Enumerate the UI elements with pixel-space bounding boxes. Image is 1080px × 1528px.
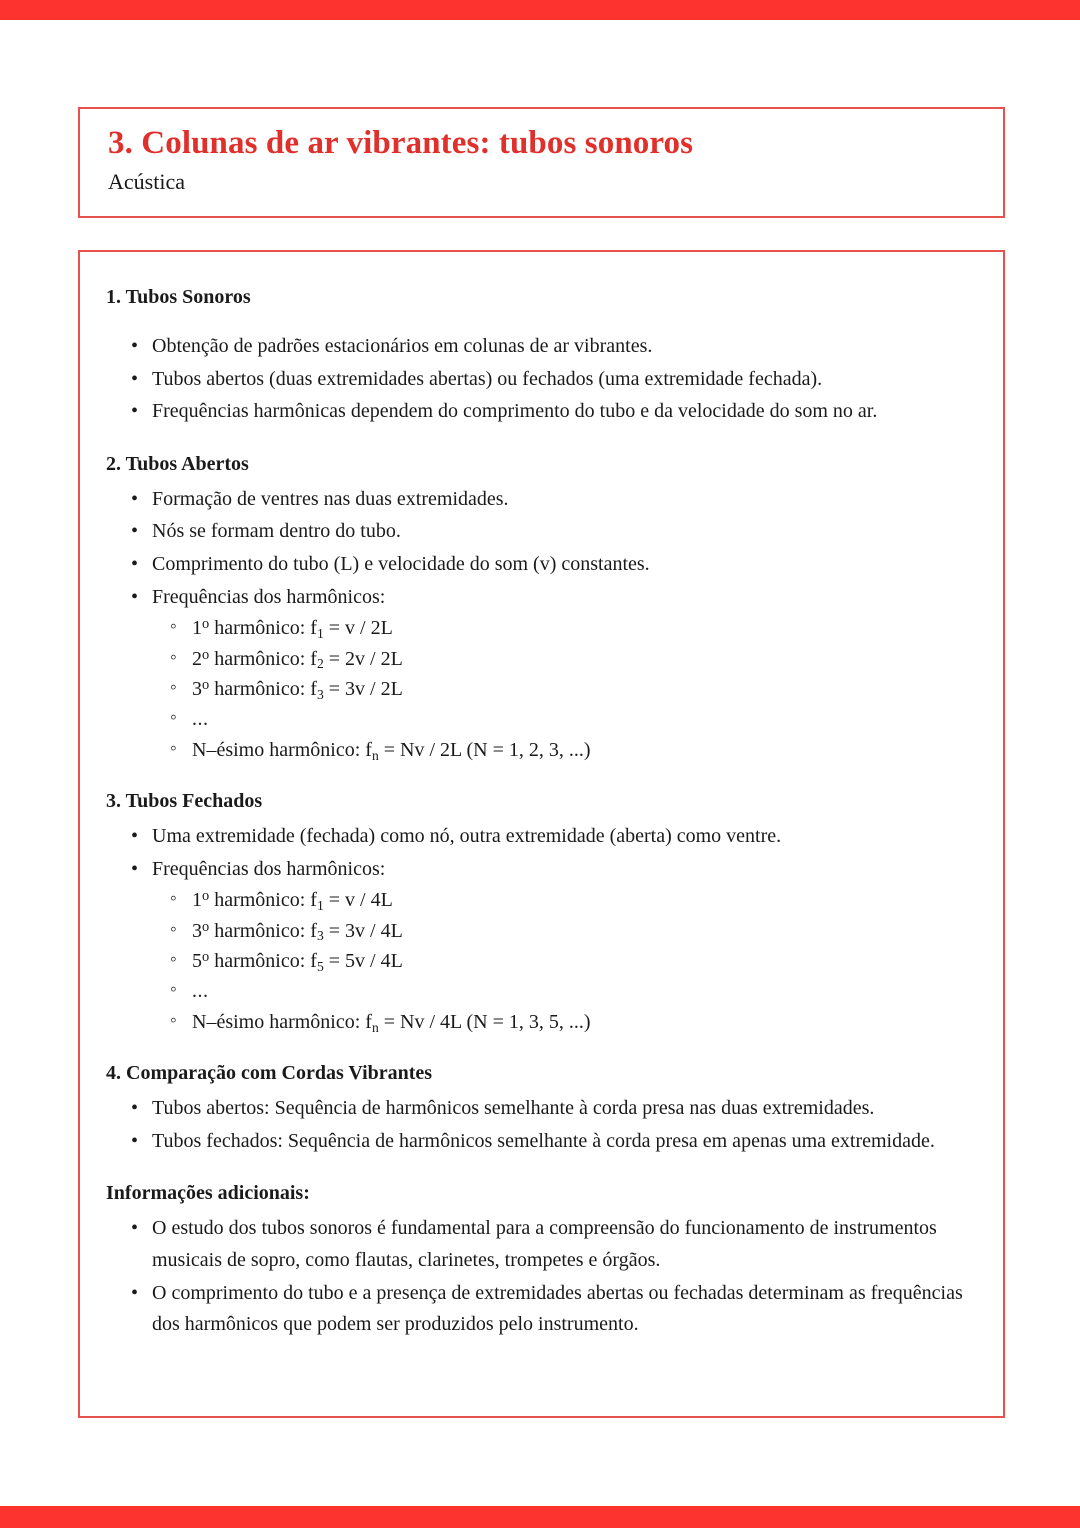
harmonic-formula: = 5v / 4L bbox=[323, 950, 403, 973]
harmonic-number: 1 bbox=[192, 889, 202, 912]
sub-list-item-ellipsis: ◦ ... bbox=[152, 976, 977, 1006]
sub-list-item bbox=[152, 644, 977, 674]
section-tubos-abertos bbox=[106, 451, 977, 765]
subscript: 1 bbox=[316, 898, 324, 914]
harmonic-formula: = 3v / 4L bbox=[323, 919, 403, 942]
section-tubos-sonoros bbox=[106, 284, 977, 428]
sub-list-item bbox=[152, 1007, 977, 1037]
bullet-list bbox=[106, 821, 977, 1037]
harmonic-text: N–ésimo harmônico: f bbox=[192, 738, 372, 761]
list-item: • Obtenção de padrões estacionários em colunas de ar vibrantes. bbox=[106, 331, 977, 363]
harmonic-formula: = 2v / 2L bbox=[323, 647, 403, 670]
sub-list-item bbox=[152, 916, 977, 946]
ordinal-marker: o bbox=[202, 646, 210, 663]
list-item: • Tubos abertos (duas extremidades abertas) ou fechados (uma extremidade fechada). bbox=[106, 364, 977, 396]
subscript: 3 bbox=[316, 928, 324, 944]
page-title: 3. Colunas de ar vibrantes: tubos sonoros bbox=[108, 125, 694, 161]
page-subtitle: Acústica bbox=[108, 169, 185, 195]
subscript: 2 bbox=[316, 656, 324, 672]
list-item: • Uma extremidade (fechada) como nó, outra extremidade (aberta) como ventre. bbox=[106, 821, 977, 853]
ordinal-marker: o bbox=[202, 918, 210, 935]
section-heading: 2. Tubos Abertos bbox=[106, 452, 249, 475]
header-box bbox=[78, 107, 1005, 218]
harmonic-text: harmônico: f bbox=[209, 950, 317, 973]
harmonic-text: harmônico: f bbox=[209, 889, 317, 912]
section-spacer bbox=[106, 1158, 977, 1180]
sub-list-item bbox=[152, 613, 977, 643]
section-heading: 3. Tubos Fechados bbox=[106, 790, 263, 813]
ordinal-marker: o bbox=[202, 949, 210, 966]
ordinal-marker: o bbox=[202, 616, 210, 633]
harmonic-formula: = v / 4L bbox=[323, 889, 393, 912]
section-spacer bbox=[106, 766, 977, 788]
harmonic-number: 3 bbox=[192, 919, 202, 942]
harmonic-number: 3 bbox=[192, 677, 202, 700]
harmonic-formula: = Nv / 2L (N = 1, 2, 3, ...) bbox=[378, 738, 591, 761]
ordinal-marker: o bbox=[202, 888, 210, 905]
list-item bbox=[106, 582, 977, 766]
list-item: • O comprimento do tubo e a presença de extremidades abertas ou fechadas determinam as frequências dos harmônicos que podem ser produzidos pelo instrumento. bbox=[106, 1278, 977, 1341]
list-item: • Comprimento do tubo (L) e velocidade do som (v) constantes. bbox=[106, 549, 977, 581]
ordinal-marker: o bbox=[202, 676, 210, 693]
top-accent-bar bbox=[0, 0, 1080, 20]
sub-list-item bbox=[152, 674, 977, 704]
section-heading: 4. Comparação com Cordas Vibrantes bbox=[106, 1062, 433, 1085]
harmonic-formula: = Nv / 4L (N = 1, 3, 5, ...) bbox=[378, 1010, 591, 1033]
bullet-list bbox=[106, 331, 977, 428]
harmonic-formula: = v / 2L bbox=[323, 617, 393, 640]
bullet-list bbox=[106, 1093, 977, 1157]
sub-list-item bbox=[152, 885, 977, 915]
section-heading: Informações adicionais: bbox=[106, 1182, 310, 1205]
sub-bullet-list bbox=[152, 613, 977, 765]
subscript: 3 bbox=[316, 686, 324, 702]
bullet-list bbox=[106, 1213, 977, 1340]
list-item: • Tubos abertos: Sequência de harmônicos semelhante à corda presa nas duas extremidades. bbox=[106, 1093, 977, 1125]
sub-bullet-list bbox=[152, 885, 977, 1037]
subscript: n bbox=[371, 1019, 379, 1035]
harmonic-text: harmônico: f bbox=[209, 617, 317, 640]
harmonic-text: harmônico: f bbox=[209, 677, 317, 700]
content-box bbox=[78, 250, 1005, 1418]
bullet-list bbox=[106, 484, 977, 765]
section-spacer bbox=[106, 429, 977, 451]
section-informacoes-adicionais bbox=[106, 1180, 977, 1340]
list-item: • Tubos fechados: Sequência de harmônicos semelhante à corda presa em apenas uma extremidade. bbox=[106, 1126, 977, 1158]
list-item: • Nós se formam dentro do tubo. bbox=[106, 516, 977, 548]
sub-list-item bbox=[152, 946, 977, 976]
harmonic-number: 2 bbox=[192, 647, 202, 670]
list-item: • Formação de ventres nas duas extremidades. bbox=[106, 484, 977, 516]
subscript: 5 bbox=[316, 958, 324, 974]
list-item bbox=[106, 854, 977, 1038]
section-comparacao-cordas bbox=[106, 1060, 977, 1157]
section-heading: 1. Tubos Sonoros bbox=[106, 286, 251, 308]
list-item-label: Frequências dos harmônicos: bbox=[152, 857, 386, 880]
harmonic-text: harmônico: f bbox=[209, 919, 317, 942]
subscript: n bbox=[371, 747, 379, 763]
sub-list-item-ellipsis: ◦ ... bbox=[152, 704, 977, 734]
harmonic-text: harmônico: f bbox=[209, 647, 317, 670]
bottom-accent-bar bbox=[0, 1506, 1080, 1528]
sub-list-item bbox=[152, 735, 977, 765]
list-item-label: Frequências dos harmônicos: bbox=[152, 585, 386, 608]
harmonic-text: N–ésimo harmônico: f bbox=[192, 1010, 372, 1033]
harmonic-number: 1 bbox=[192, 617, 202, 640]
harmonic-number: 5 bbox=[192, 950, 202, 973]
section-spacer bbox=[106, 1038, 977, 1060]
subscript: 1 bbox=[316, 625, 324, 641]
harmonic-formula: = 3v / 2L bbox=[323, 677, 403, 700]
section-tubos-fechados bbox=[106, 788, 977, 1037]
list-item: • O estudo dos tubos sonoros é fundamental para a compreensão do funcionamento de instrumentos musicais de sopro, como flautas, clarinetes, trompetes e órgãos. bbox=[106, 1213, 977, 1276]
list-item: • Frequências harmônicas dependem do comprimento do tubo e da velocidade do som no ar. bbox=[106, 396, 977, 428]
